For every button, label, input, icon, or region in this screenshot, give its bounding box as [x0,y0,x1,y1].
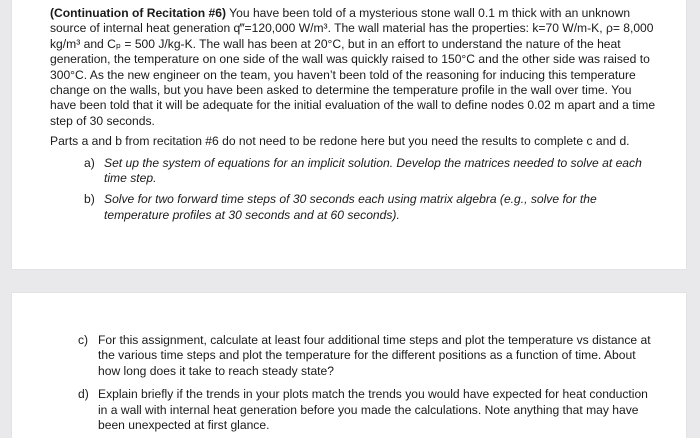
item-b [84,192,660,223]
item-a-letter: a) [84,155,95,170]
recitation-heading: (Continuation of Recitation #6) [50,6,227,20]
item-c-letter: c) [78,333,89,347]
item-c-text: For this assignment, calculate at least four additional time steps and plot the temperature vs distance at the various time steps and plot the temperature for the different positions as a function of time. About how long does it take to reach steady state? [98,333,651,378]
item-d [78,387,660,433]
item-a [84,156,660,187]
intro-text: You have been told of a mysterious stone wall 0.1 m thick with an unknown source of internal heat generation q‴=120,000 W/m³. The wall material has the properties: k=70 W/m-K, ρ= 8,000 kg/m³ and Cₚ = 500 J/kg-K. The wall has been at 20°C, but in an effort to understand the nature of the heat generation, the temperature on one side of the wall was quickly raised to 150°C and the other side was raised to 300°C. As the new engineer on the team, you haven’t been told of the reasoning for inducing this temperature change on the walls, but you have been asked to determine the temperature profile in the wall over time. You have been told that it will be adequate for the initial evaluation of the wall to define nodes 0.02 m apart and a time step of 30 seconds. [50,6,656,128]
item-d-text: Explain briefly if the trends in your plots match the trends you would have expected for heat conduction in a wall with internal heat generation before you made the calculations. Note anything that may have been unexpected at first glance. [98,387,648,433]
assignment-page [12,293,686,438]
item-a-text: Set up the system of equations for an implicit solution. Develop the matrices needed to solve at each time step. [104,155,642,186]
intro-paragraph [50,6,660,129]
recitation-page [12,0,686,269]
item-b-letter: b) [84,192,95,207]
item-d-letter: d) [78,387,89,402]
item-c [78,333,660,379]
parts-note: Parts a and b from recitation #6 do not need to be redone here but you need the results to complete c and d. [50,134,630,149]
item-b-text: Solve for two forward time steps of 30 seconds each using matrix algebra (e.g., solve for the temperature profiles at 30 seconds and at 60 seconds). [104,192,597,222]
